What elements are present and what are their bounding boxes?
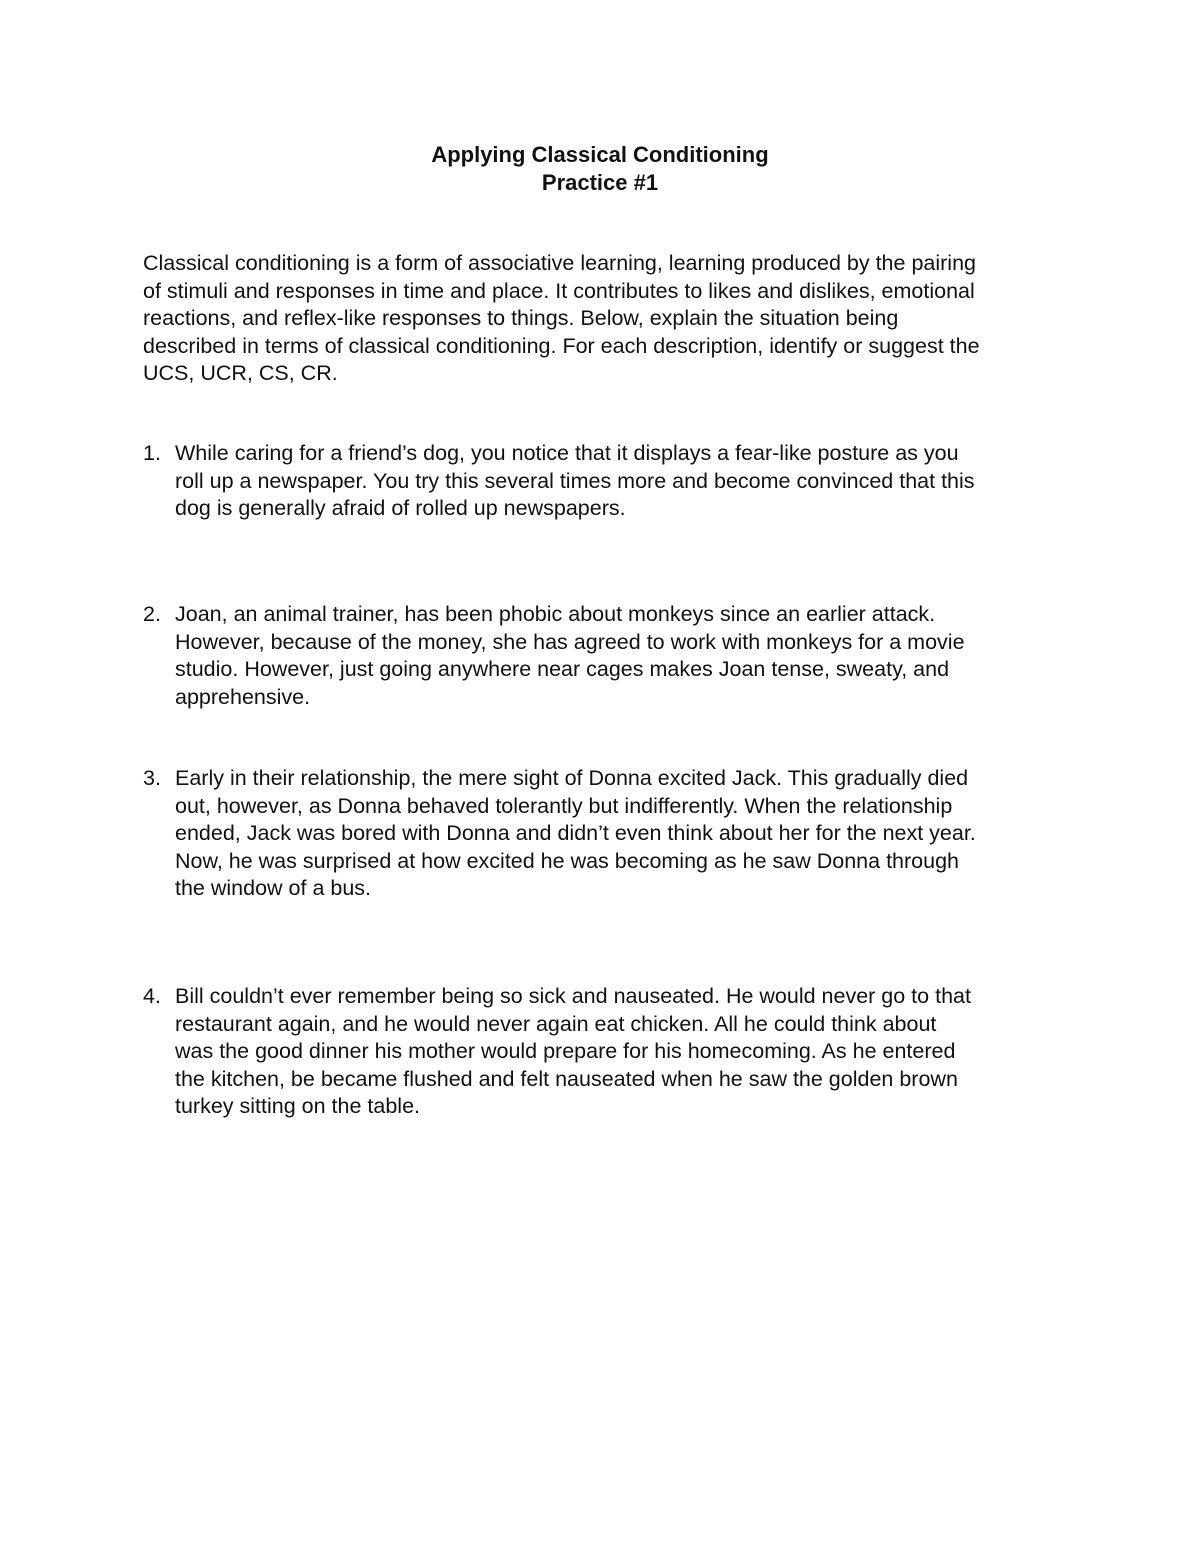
- question-line: turkey sitting on the table.: [175, 1094, 421, 1118]
- question-line: Early in their relationship, the mere sight of Donna excited Jack. This gradually died: [175, 766, 969, 790]
- intro-line: described in terms of classical conditioning. For each description, identify or suggest the: [143, 333, 980, 358]
- question-line: Now, he was surprised at how excited he was becoming as he saw Donna through: [175, 848, 959, 873]
- question-line: While caring for a friend’s dog, you notice that it displays a fear-like posture as you: [175, 441, 959, 465]
- question-number: 4.: [143, 984, 161, 1008]
- question-text: [175, 440, 1075, 523]
- question-line: out, however, as Donna behaved tolerantly but indifferently. When the relationship: [175, 793, 953, 818]
- question-line: dog is generally afraid of rolled up newspapers.: [175, 496, 626, 520]
- intro-line: Classical conditioning is a form of associative learning, learning produced by the pairing: [143, 251, 976, 275]
- question-text: [175, 765, 1075, 903]
- question-line: studio. However, just going anywhere near cages makes Joan tense, sweaty, and: [175, 657, 950, 681]
- intro-line: reactions, and reflex-like responses to things. Below, explain the situation being: [143, 306, 899, 330]
- question-line: was the good dinner his mother would prepare for his homecoming. As he entered: [175, 1039, 956, 1063]
- question-line: apprehensive.: [175, 684, 311, 709]
- page-title: Applying Classical Conditioning: [431, 142, 769, 167]
- title-block: [0, 141, 1200, 197]
- question-text: [175, 601, 1075, 711]
- intro-line: UCS, UCR, CS, CR.: [143, 361, 338, 385]
- question-number: 2.: [143, 602, 161, 626]
- question-line: ended, Jack was bored with Donna and didn’t even think about her for the next year.: [175, 821, 976, 845]
- question-line: Bill couldn’t ever remember being so sick and nauseated. He would never go to that: [175, 984, 971, 1008]
- question-line: the kitchen, be became flushed and felt nauseated when he saw the golden brown: [175, 1066, 958, 1091]
- intro-paragraph: [143, 250, 1073, 388]
- question-line: However, because of the money, she has agreed to work with monkeys for a movie: [175, 629, 965, 654]
- page-subtitle: Practice #1: [541, 170, 659, 195]
- question-text: [175, 983, 1075, 1121]
- question-line: the window of a bus.: [175, 876, 372, 900]
- question-line: roll up a newspaper. You try this several times more and become convinced that this: [175, 468, 975, 493]
- question-line: Joan, an animal trainer, has been phobic about monkeys since an earlier attack.: [175, 602, 936, 626]
- question-line: restaurant again, and he would never again eat chicken. All he could think about: [175, 1011, 937, 1036]
- question-number: 1.: [143, 441, 161, 465]
- intro-line: of stimuli and responses in time and place. It contributes to likes and dislikes, emotional: [143, 278, 975, 303]
- question-number: 3.: [143, 766, 161, 790]
